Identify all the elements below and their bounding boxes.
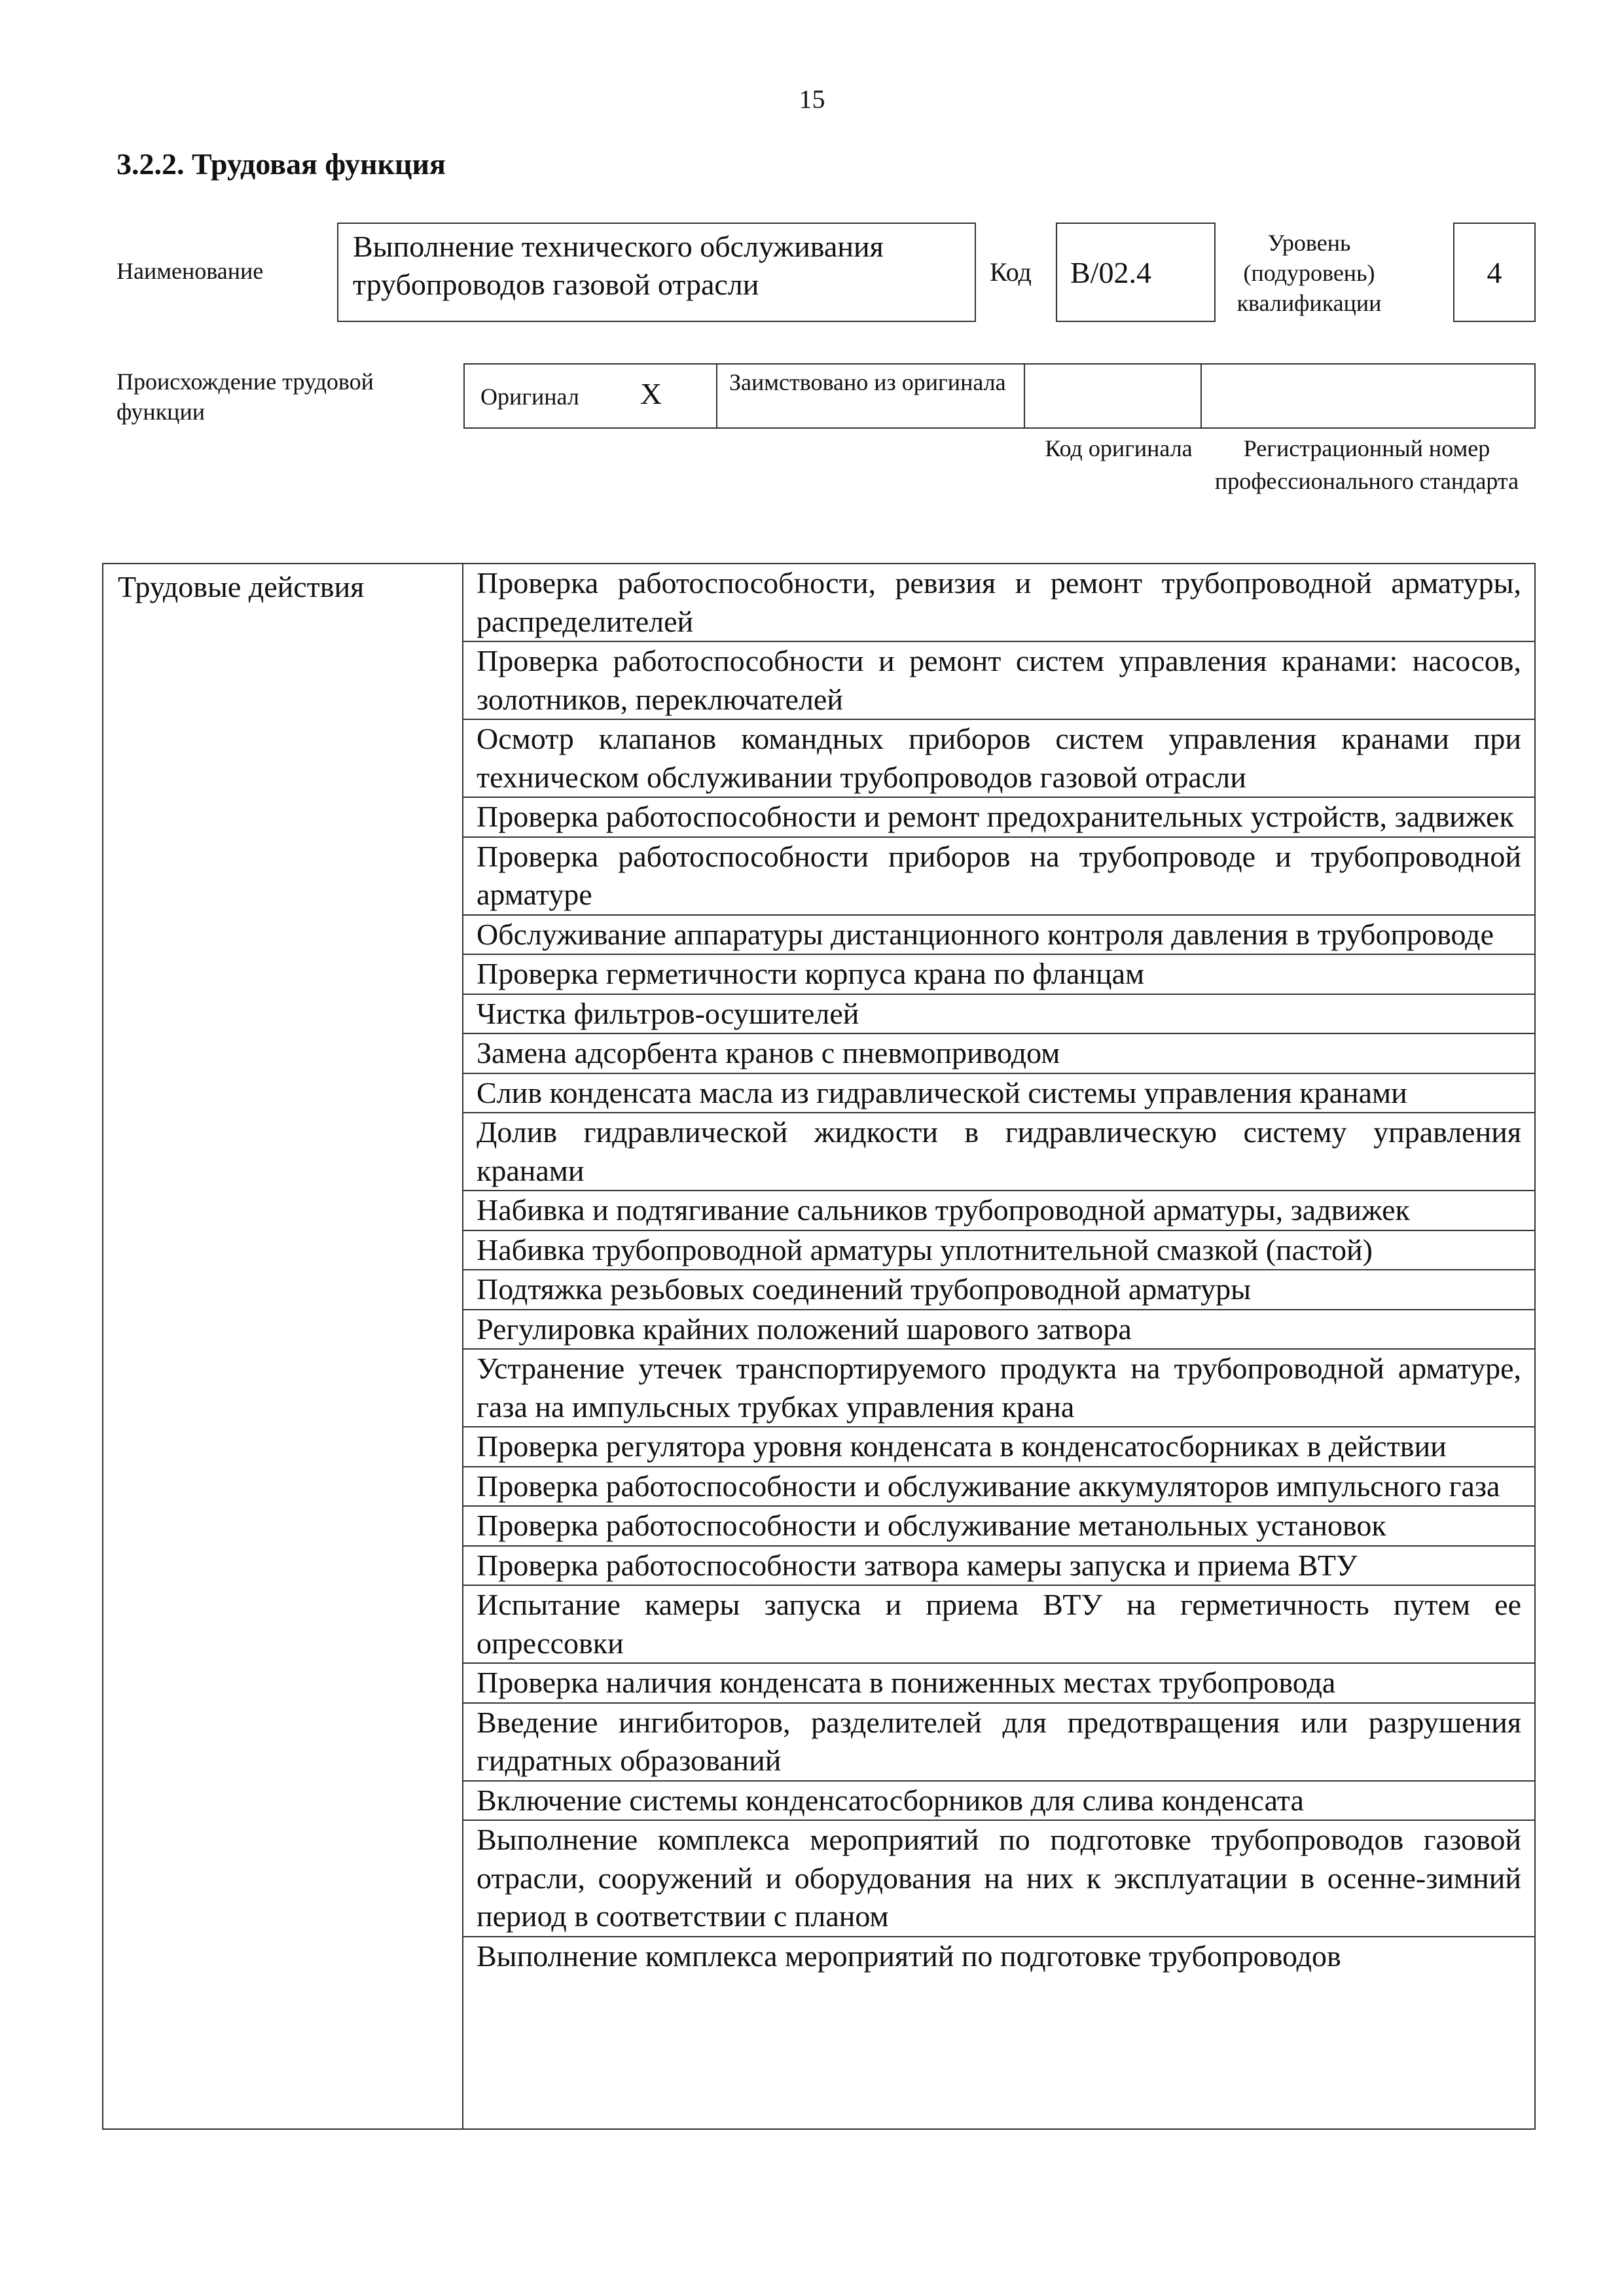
- name-value-box: [337, 223, 976, 322]
- labor-action-row: Замена адсорбента кранов с пневмоприводом: [463, 1034, 1534, 1074]
- labor-action-row: Проверка работоспособности, ревизия и ремонт трубопроводной арматуры, распределителей: [463, 564, 1534, 642]
- labor-action-row: Чистка фильтров-осушителей: [463, 995, 1534, 1035]
- level-value-box: [1453, 223, 1536, 322]
- labor-action-row: Осмотр клапанов командных приборов систем управления кранами при техническом обслуживании трубопроводов газовой отрасли: [463, 720, 1534, 798]
- level-label: Уровень (подуровень) квалификации: [1236, 230, 1382, 316]
- labor-action-row: Регулировка крайних положений шарового затвора: [463, 1310, 1534, 1350]
- section-title: 3.2.2. Трудовая функция: [117, 147, 446, 181]
- labor-actions-label-cell: [103, 564, 463, 2128]
- origin-original-cell: [465, 365, 717, 427]
- labor-action-row: Долив гидравлической жидкости в гидравлическую систему управления кранами: [463, 1113, 1534, 1191]
- name-value: Выполнение технического обслуживания трубопроводов газовой отрасли: [353, 230, 884, 301]
- labor-action-row: Проверка наличия конденсата в пониженных местах трубопровода: [463, 1664, 1534, 1704]
- origin-label: Происхождение трудовой функции: [117, 368, 374, 425]
- labor-action-row: Проверка герметичности корпуса крана по фланцам: [463, 955, 1534, 995]
- labor-action-row: Проверка регулятора уровня конденсата в конденсатосборниках в действии: [463, 1427, 1534, 1467]
- labor-action-row: Включение системы конденсатосборников для слива конденсата: [463, 1782, 1534, 1821]
- labor-action-row: Обслуживание аппаратуры дистанционного контроля давления в трубопроводе: [463, 916, 1534, 956]
- page-number: 15: [799, 84, 825, 114]
- labor-action-row: Проверка работоспособности и ремонт систем управления кранами: насосов, золотников, переключателей: [463, 642, 1534, 720]
- labor-action-row: Проверка работоспособности затвора камеры запуска и приема ВТУ: [463, 1547, 1534, 1587]
- labor-action-row: Проверка работоспособности и обслуживание аккумуляторов импульсного газа: [463, 1467, 1534, 1507]
- origin-reg-number-cell: [1202, 365, 1534, 427]
- labor-action-row: Устранение утечек транспортируемого продукта на трубопроводной арматуре, газа на импульсных трубках управления крана: [463, 1350, 1534, 1427]
- code-value: В/02.4: [1070, 255, 1151, 289]
- labor-action-row: Испытание камеры запуска и приема ВТУ на герметичность путем ее опрессовки: [463, 1586, 1534, 1664]
- code-original-caption: Код оригинала: [1045, 435, 1193, 461]
- labor-action-row: Проверка работоспособности и ремонт предохранительных устройств, задвижек: [463, 798, 1534, 838]
- labor-action-row: Слив конденсата масла из гидравлической системы управления кранами: [463, 1074, 1534, 1114]
- origin-table: [463, 363, 1536, 429]
- name-label: Наименование: [117, 258, 264, 284]
- labor-action-row: Подтяжка резьбовых соединений трубопроводной арматуры: [463, 1270, 1534, 1310]
- code-label: Код: [990, 257, 1032, 287]
- labor-action-row: Проверка работоспособности приборов на трубопроводе и трубопроводной арматуре: [463, 838, 1534, 916]
- labor-action-row: Набивка трубопроводной арматуры уплотнительной смазкой (пастой): [463, 1231, 1534, 1271]
- original-mark: Х: [640, 377, 662, 410]
- labor-action-row: Набивка и подтягивание сальников трубопроводной арматуры, задвижек: [463, 1191, 1534, 1231]
- labor-action-row: Выполнение комплекса мероприятий по подготовке трубопроводов газовой отрасли, сооружений и оборудования на них к эксплуатации в осенне-зимний период в соответствии с планом: [463, 1821, 1534, 1937]
- labor-action-row: Проверка работоспособности и обслуживание метанольных установок: [463, 1507, 1534, 1547]
- level-value: 4: [1487, 255, 1502, 289]
- labor-action-row: Введение ингибиторов, разделителей для предотвращения или разрушения гидратных образований: [463, 1704, 1534, 1782]
- original-label: Оригинал: [480, 384, 579, 410]
- labor-actions-list: [463, 564, 1534, 1975]
- origin-borrowed-cell: [717, 365, 1025, 427]
- labor-actions-label: Трудовые действия: [118, 570, 365, 603]
- reg-number-caption: Регистрационный номер профессионального стандарта: [1214, 435, 1519, 494]
- origin-code-cell: [1025, 365, 1202, 427]
- labor-actions-table: [102, 563, 1536, 2130]
- borrowed-label: Заимствовано из оригинала: [729, 369, 1006, 395]
- code-value-box: [1056, 223, 1216, 322]
- labor-action-row: Выполнение комплекса мероприятий по подготовке трубопроводов: [477, 1939, 1341, 1973]
